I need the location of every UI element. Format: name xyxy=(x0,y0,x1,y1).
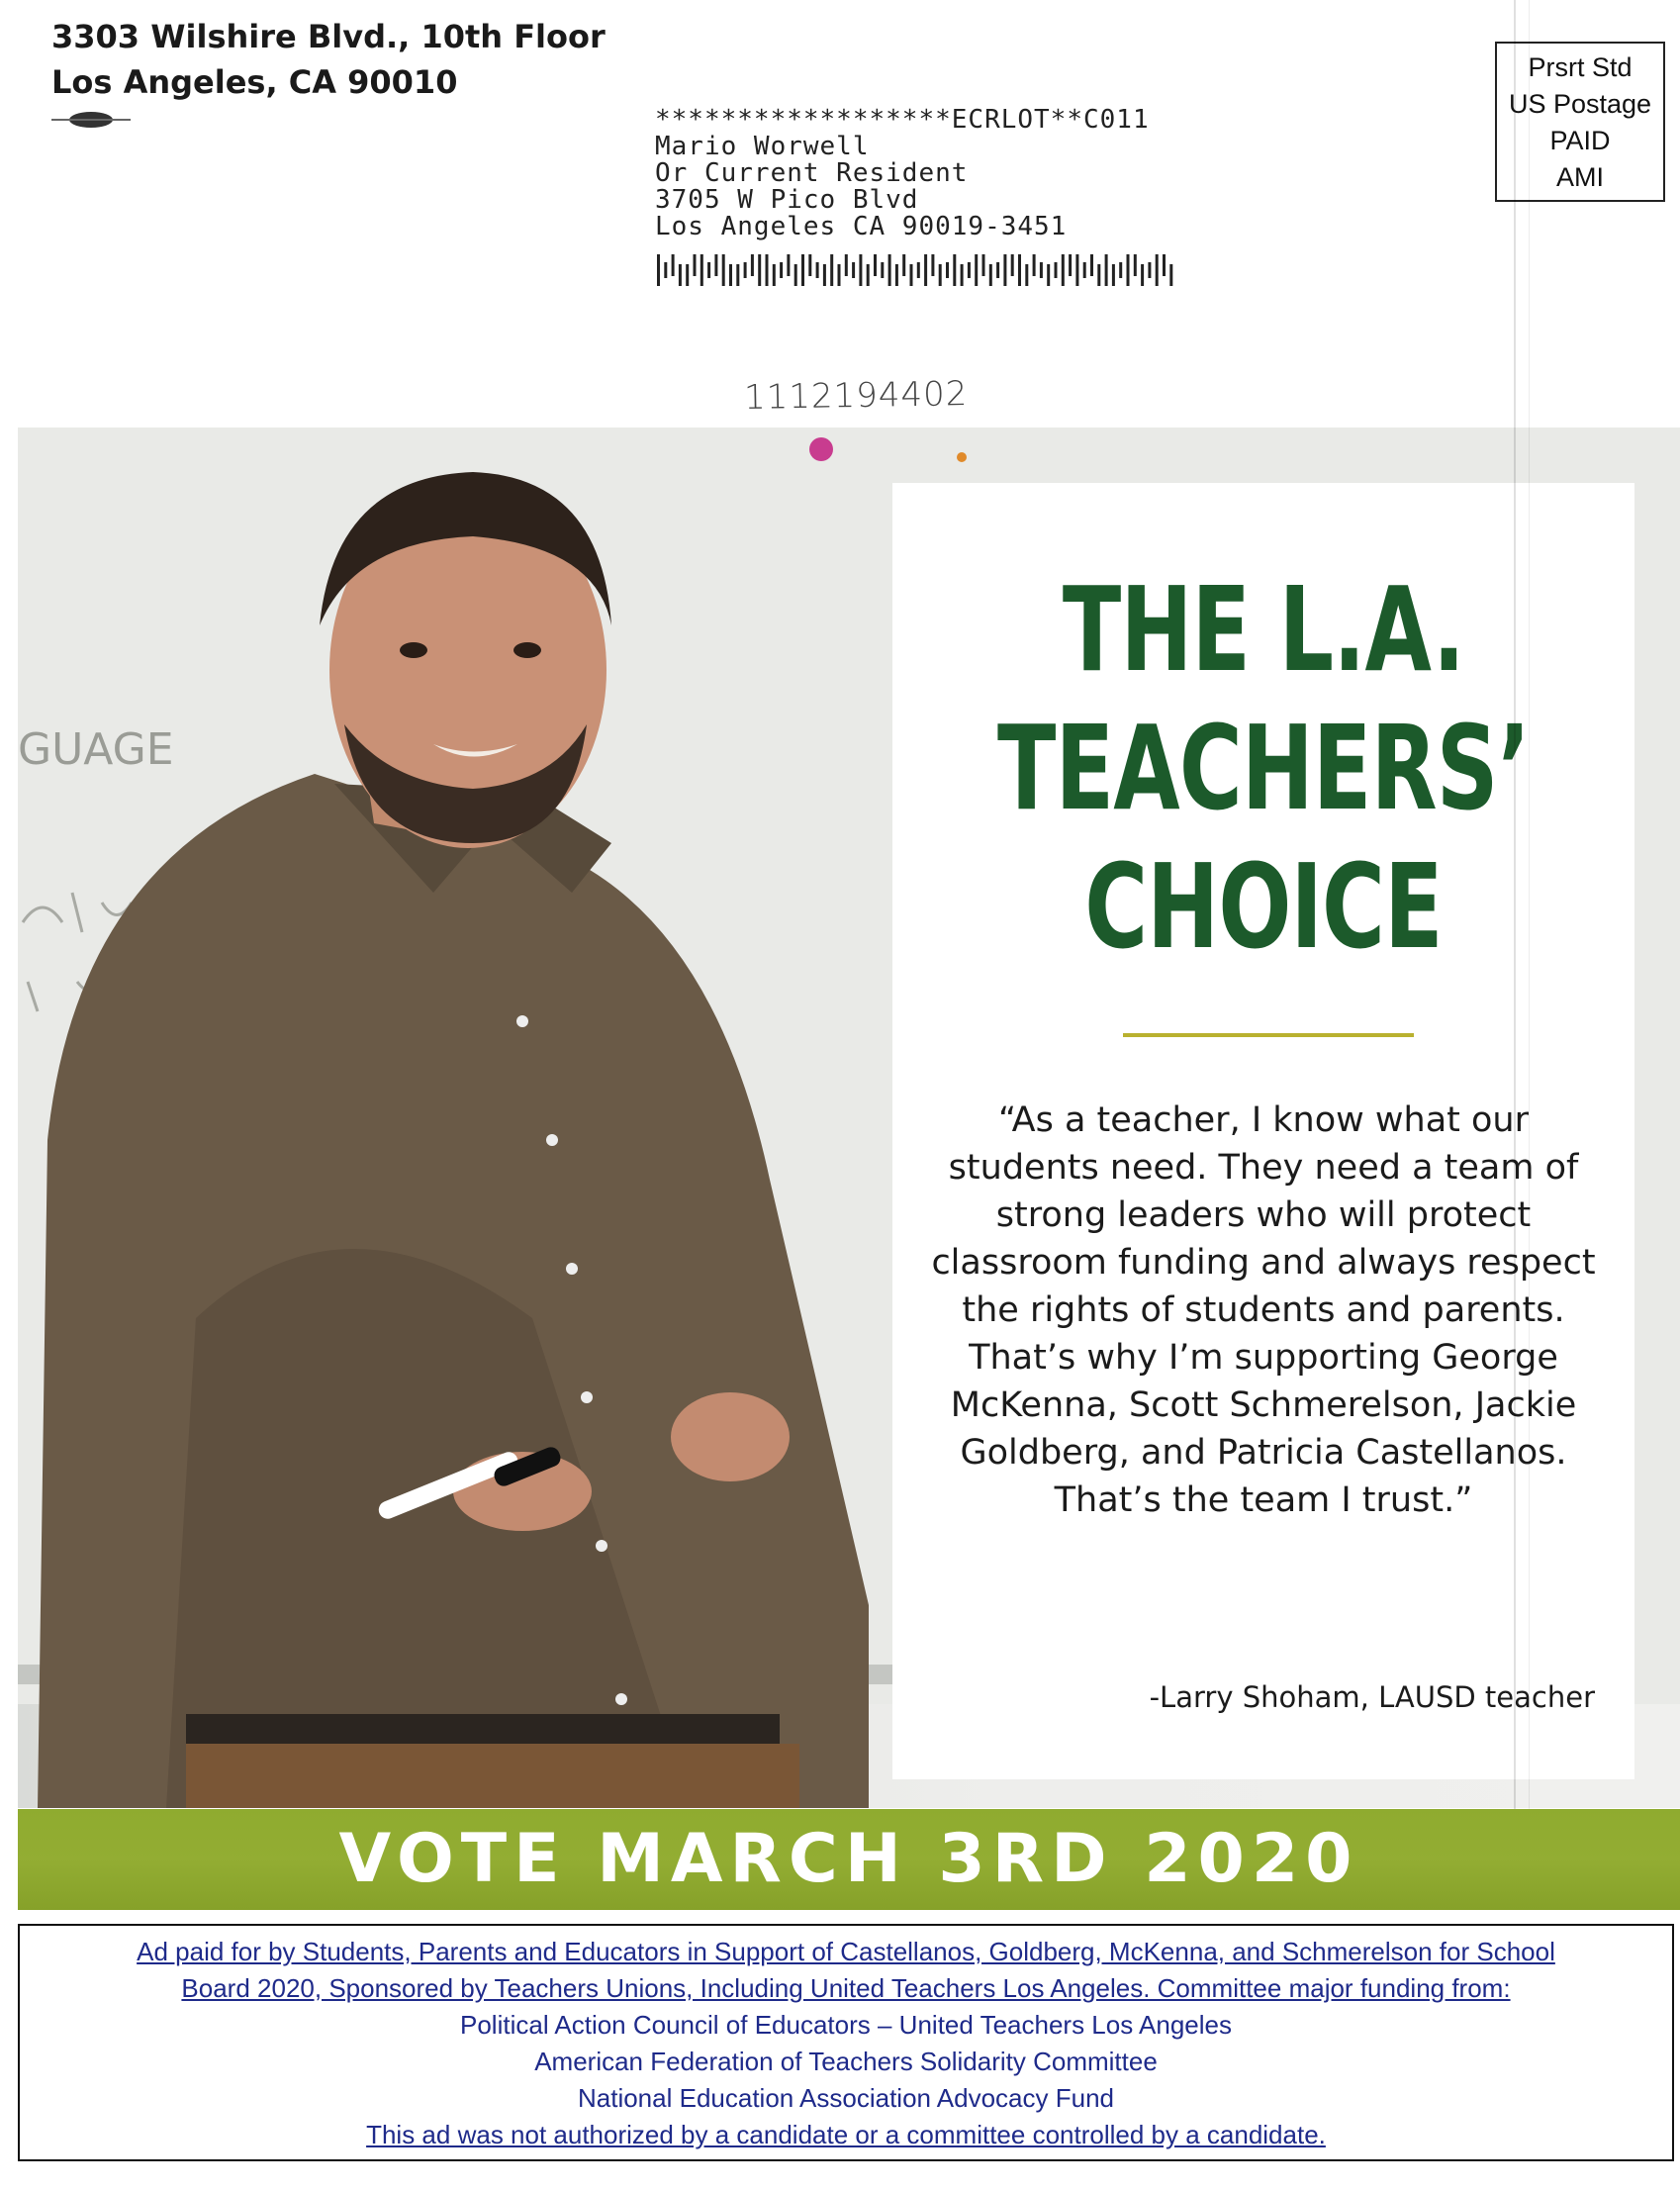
vote-banner xyxy=(18,1809,1680,1910)
whiteboard-text: GUAGE xyxy=(18,724,174,775)
recipient-address xyxy=(655,107,1150,240)
sort-line: ******************ECRLOT**C011 xyxy=(655,105,1150,135)
disclaimer-line2: Board 2020, Sponsored by Teachers Unions, Including United Teachers Los Angeles. Committee major funding from: xyxy=(181,1973,1511,2003)
return-address-line1: 3303 Wilshire Blvd., 10th Floor xyxy=(51,18,606,55)
indicia-line4: AMI xyxy=(1555,162,1604,192)
disclaimer-line1: Ad paid for by Students, Parents and Educators in Support of Castellanos, Goldberg, McKenna, and Schmerelson for School xyxy=(137,1937,1555,1966)
divider-line xyxy=(1123,1033,1414,1037)
headline-line3: CHOICE xyxy=(1084,838,1443,975)
headline xyxy=(960,560,1568,976)
handwritten-number: 1112194402 xyxy=(743,374,969,418)
headline-line1: THE L.A. xyxy=(1062,561,1465,698)
recipient-street: 3705 W Pico Blvd xyxy=(655,185,919,215)
testimonial-quote: “As a teacher, I know what our students need. They need a team of strong leaders who will protect classroom funding and always respect the rights of students and parents. That’s why I’m supporting George McKenna, Scott Schmerelson, Jackie Goldberg, and Patricia Castellanos. That’s the team I trust.” xyxy=(931,1100,1596,1520)
headline-line2: TEACHERS’ xyxy=(997,700,1530,836)
quote-card xyxy=(892,483,1634,1779)
return-address-line2: Los Angeles, CA 90010 xyxy=(51,63,458,101)
indicia-line3: PAID xyxy=(1549,126,1611,155)
return-address xyxy=(51,14,606,105)
disclaimer-line4: American Federation of Teachers Solidarity Committee xyxy=(534,2047,1158,2076)
postal-barcode-icon xyxy=(655,254,1189,286)
recipient-line2: Or Current Resident xyxy=(655,158,969,188)
paid-for-disclaimer xyxy=(18,1924,1674,2161)
fold-line xyxy=(1514,0,1516,1809)
indicia-line2: US Postage xyxy=(1508,89,1652,119)
recipient-city: Los Angeles CA 90019-3451 xyxy=(655,212,1068,241)
fold-line-secondary xyxy=(1529,0,1530,1809)
union-bug-icon xyxy=(51,109,131,131)
disclaimer-line5: National Education Association Advocacy Fund xyxy=(577,2083,1114,2113)
postage-indicia xyxy=(1495,42,1665,202)
recipient-name: Mario Worwell xyxy=(655,132,870,161)
quote-attribution: -Larry Shoham, LAUSD teacher xyxy=(1149,1680,1595,1714)
vote-banner-text: VOTE MARCH 3RD 2020 xyxy=(338,1820,1359,1898)
disclaimer-line6: This ad was not authorized by a candidate or a committee controlled by a candidate. xyxy=(366,2120,1326,2149)
indicia-line1: Prsrt Std xyxy=(1528,52,1633,82)
disclaimer-line3: Political Action Council of Educators – United Teachers Los Angeles xyxy=(460,2010,1232,2040)
